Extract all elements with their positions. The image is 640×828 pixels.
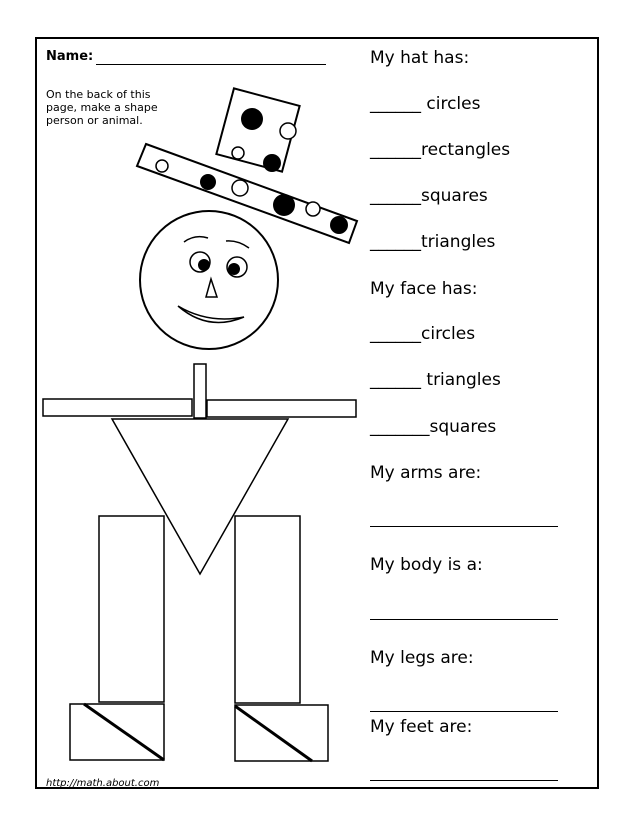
hat-dot-filled (241, 108, 263, 130)
name-label: Name: (46, 49, 94, 64)
hat-dot-open (156, 160, 168, 172)
question-hat-rectangles[interactable]: ______rectangles (370, 140, 511, 160)
question-face-circles[interactable]: ______circles (370, 324, 476, 344)
hat-dot-open (232, 147, 244, 159)
right-foot-square (235, 705, 328, 761)
left-leg-rectangle (99, 516, 164, 702)
answer-legs-line[interactable] (370, 711, 558, 712)
source-url[interactable]: http://math.about.com (46, 778, 160, 789)
answer-body-line[interactable] (370, 619, 558, 620)
question-face-triangles[interactable]: ______ triangles (370, 370, 501, 390)
question-arms: My arms are: (370, 463, 482, 483)
hat-dot-open (232, 180, 248, 196)
answer-arms-line[interactable] (370, 526, 558, 527)
question-legs: My legs are: (370, 648, 474, 668)
right-pupil (228, 263, 240, 275)
question-face-squares[interactable]: _______squares (370, 417, 497, 437)
question-body: My body is a: (370, 555, 483, 575)
question-hat-triangles[interactable]: ______triangles (370, 232, 496, 252)
answer-feet-line[interactable] (370, 780, 558, 781)
question-hat: My hat has: (370, 48, 470, 68)
hat-dot-filled (200, 174, 216, 190)
hat-dot-open (306, 202, 320, 216)
right-leg-rectangle (235, 516, 300, 703)
question-face: My face has: (370, 279, 478, 299)
hat-dot-open (280, 123, 296, 139)
instruction-text: On the back of this page, make a shape person or animal. (46, 88, 158, 127)
hat-dot-filled (273, 194, 295, 216)
hat-dot-filled (263, 154, 281, 172)
question-hat-squares[interactable]: ______squares (370, 186, 488, 206)
neck-rectangle (194, 364, 206, 418)
right-arm-rectangle (207, 400, 356, 417)
left-pupil (198, 259, 210, 271)
question-hat-circles[interactable]: ______ circles (370, 94, 481, 114)
head-circle (140, 211, 278, 349)
left-arm-rectangle (43, 399, 192, 416)
hat-dot-filled (330, 216, 348, 234)
question-feet: My feet are: (370, 717, 473, 737)
